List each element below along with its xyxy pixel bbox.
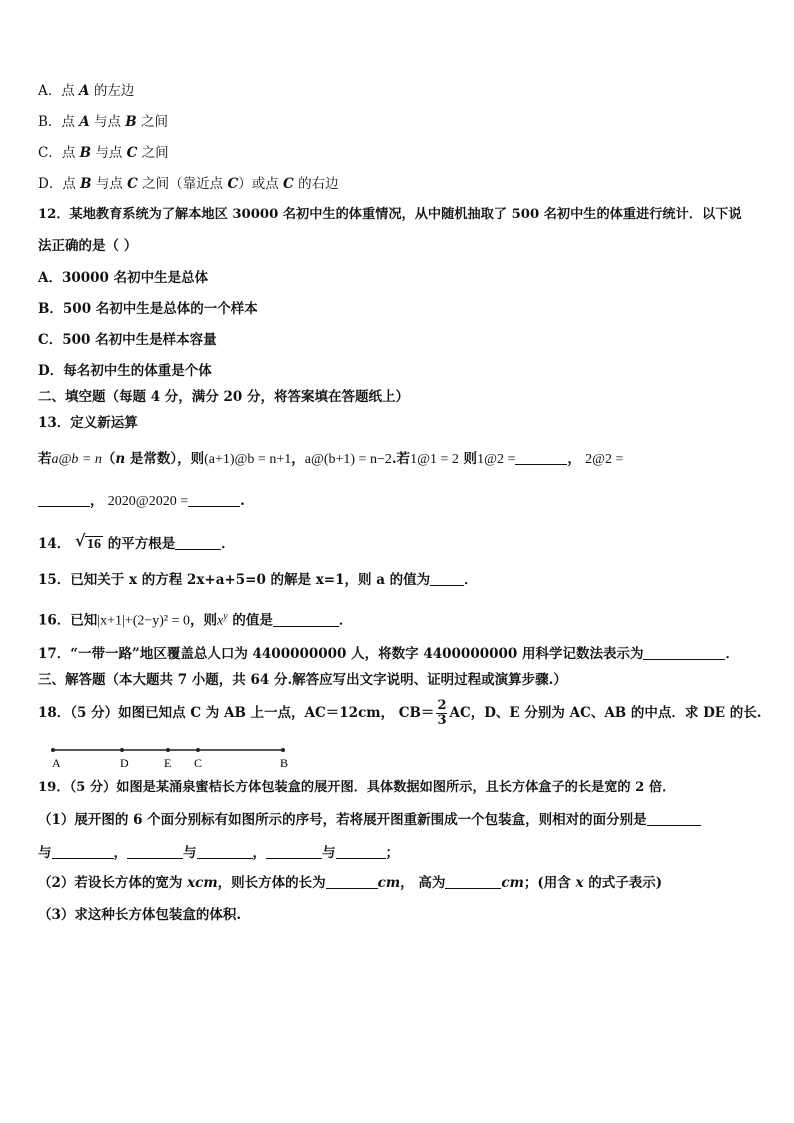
q12-option-b: B．500 名初中生是总体的一个样本 (38, 301, 258, 317)
point-d-dot (120, 748, 124, 752)
q12-stem-line2: 法正确的是（ ） (38, 238, 138, 254)
answer-blank[interactable] (273, 612, 339, 627)
q14-line: 14． √ 16 的平方根是 ． (38, 531, 235, 552)
label-e: E (164, 756, 172, 770)
answer-blank[interactable] (52, 844, 114, 859)
answer-blank[interactable] (643, 645, 725, 660)
q19-part3: （3）求这种长方体包装盒的体积. (38, 907, 242, 923)
q11-option-d: D．点 B 与点 C 之间（靠近点 C）或点 C 的右边 (38, 176, 339, 192)
section-fill-in-heading: 二、填空题（每题 4 分，满分 20 分，将答案填在答题纸上） (38, 389, 409, 405)
answer-blank[interactable] (430, 571, 464, 586)
answer-blank[interactable] (445, 874, 501, 889)
q19-part1-blanks: 与 ， 与 ， 与 ； (38, 845, 399, 861)
point-c-dot (196, 748, 200, 752)
label-b: B (280, 756, 289, 770)
answer-blank[interactable] (515, 450, 567, 465)
q12-option-d: D．每名初中生的体重是个体 (38, 363, 212, 379)
answer-blank[interactable] (647, 811, 701, 826)
section-solution-heading: 三、解答题（本大题共 7 小题，共 64 分.解答应写出文字说明、证明过程或演算步骤.） (38, 672, 567, 688)
q12-option-c: C．500 名初中生是样本容量 (38, 332, 217, 348)
segment-figure (40, 740, 300, 772)
q13-definition: 若a@b = n（n 是常数），则(a+1)@b = n+1，a@(b+1) = n−2.若1@1 = 2 则1@2 = ， 2@2 = (38, 451, 624, 467)
sqrt-sign: √ 16 (75, 531, 101, 552)
answer-blank[interactable] (266, 844, 322, 859)
q12-stem-line1: 12．某地教育系统为了解本地区 30000 名初中生的体重情况，从中随机抽取了 500 名初中生的体重进行统计．以下说 (38, 207, 742, 222)
q15-line: 15．已知关于 x 的方程 2x+a+5=0 的解是 x=1，则 a 的值为 ． (38, 572, 478, 588)
q11-option-a: A．点 A 的左边 (38, 83, 135, 99)
q19-part1: （1）展开图的 6 个面分别标有如图所示的序号，若将展开图重新围成一个包装盒，则相对的面分别是 (38, 811, 701, 829)
answer-blank[interactable] (188, 492, 240, 507)
label-d: D (120, 756, 129, 770)
q11-option-b: B．点 A 与点 B 之间 (38, 114, 169, 130)
q17-line: 17．“一带一路”地区覆盖总人口为 4400000000 人，将数字 4400000000 用科学记数法表示为 ． (38, 646, 739, 662)
q13-title: 13．定义新运算 (38, 415, 138, 431)
q18-stem: 18．（5 分）如图已知点 C 为 AB 上一点，AC＝12cm， CB＝ $\frac{2}{3}$ AC，D、E 分别为 AC、AB 的中点．求 DE 的长. (38, 698, 762, 728)
point-a-dot (51, 748, 55, 752)
answer-blank[interactable] (38, 492, 90, 507)
q12-option-a: A．30000 名初中生是总体 (38, 270, 209, 286)
label-a: A (52, 756, 61, 770)
label-c: C (194, 756, 203, 770)
answer-blank[interactable] (127, 844, 183, 859)
q13-continued: ， 2020@2020 = . (38, 492, 245, 511)
answer-blank[interactable] (336, 844, 386, 859)
q19-stem: 19．（5 分）如图是某涌泉蜜桔长方体包装盒的展开图．具体数据如图所示，且长方体盒子的长是宽的 2 倍． (38, 780, 676, 795)
q19-part2: （2）若设长方体的宽为 xcm，则长方体的长为 cm， 高为 cm；(用含 x 的式子表示) (38, 875, 663, 891)
point-b-dot (281, 748, 285, 752)
answer-blank[interactable] (175, 535, 221, 550)
q11-option-c: C．点 B 与点 C 之间 (38, 145, 169, 161)
fraction-two-thirds: $\frac{2}{3}$ (437, 698, 447, 728)
answer-blank[interactable] (326, 874, 378, 889)
answer-blank[interactable] (197, 844, 253, 859)
q16-line: 16．已知|x+1|+(2−y)² = 0，则$x^y$ 的值是 ． (38, 611, 353, 629)
point-e-dot (166, 748, 170, 752)
